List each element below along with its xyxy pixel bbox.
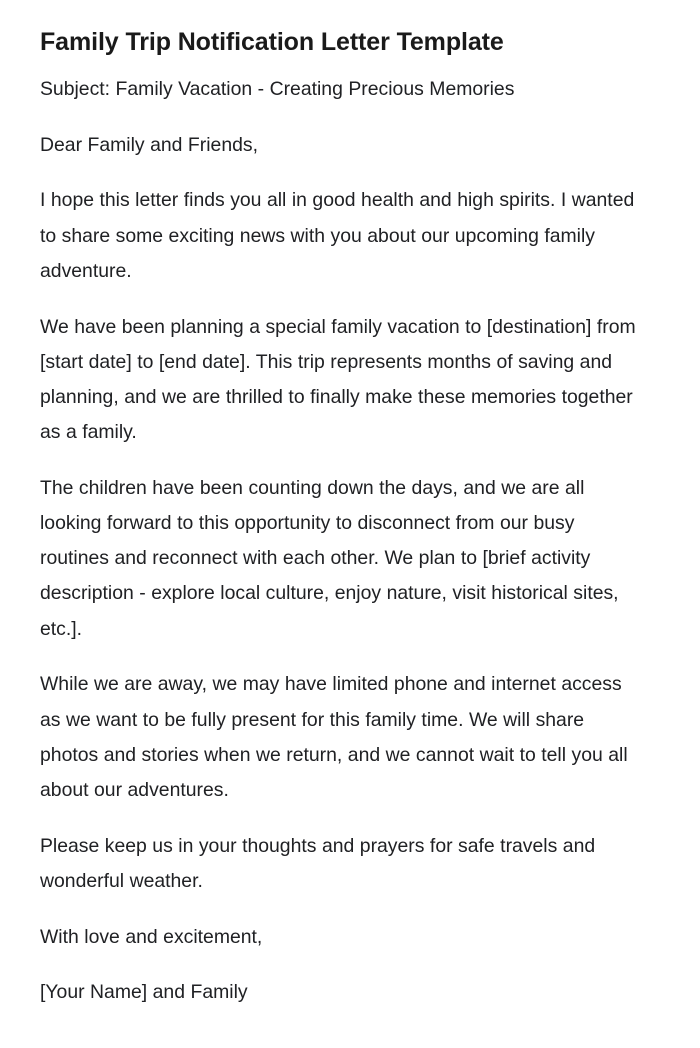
paragraph-activities: The children have been counting down the days, and we are all looking forward to this opportunity to disconnect from our busy routines and reconnect with each other. We plan to [brief activity description - explore local culture, enjoy nature, visit historical sites, etc.].	[40, 476, 619, 640]
paragraph-trip-details: We have been planning a special family vacation to [destination] from [start date] to [end date]. This trip represents months of saving and planning, and we are thrilled to finally make these memories together as a family.	[40, 315, 636, 444]
paragraph-request: Please keep us in your thoughts and prayers for safe travels and wonderful weather.	[40, 834, 596, 892]
document-body	[40, 72, 640, 1010]
closing: With love and excitement,	[40, 925, 263, 948]
page-title: Family Trip Notification Letter Template	[40, 28, 504, 56]
subject-line: Subject: Family Vacation - Creating Precious Memories	[40, 78, 515, 100]
salutation: Dear Family and Friends,	[40, 133, 258, 156]
signature: [Your Name] and Family	[40, 981, 248, 1004]
paragraph-availability: While we are away, we may have limited phone and internet access as we want to be fully present for this family time. We will share photos and stories when we return, and we cannot wait to tell you all about our adventures.	[40, 673, 628, 801]
paragraph-opening: I hope this letter finds you all in good health and high spirits. I wanted to share some exciting news with you about our upcoming family adventure.	[40, 189, 635, 282]
